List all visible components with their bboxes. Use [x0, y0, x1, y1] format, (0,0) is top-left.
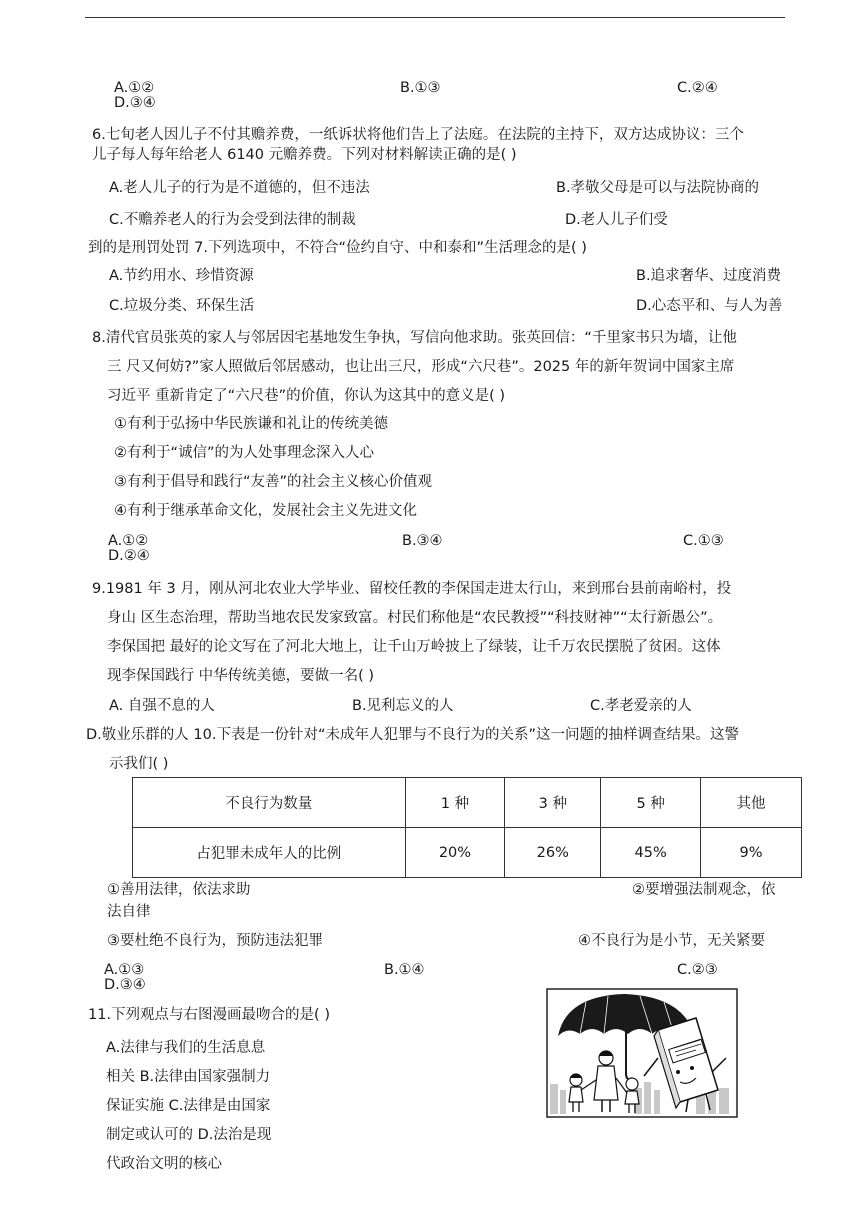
q7-option-d: D.心态平和、与人为善	[636, 298, 783, 314]
q8-option-a: A.①②	[108, 533, 149, 549]
table-header-cell: 5 种	[601, 778, 701, 828]
q9-option-a: A. 自强不息的人	[109, 698, 215, 714]
q8-item-4: ④有利于继承革命文化，发展社会主义先进文化	[114, 503, 417, 519]
q6-option-c: C.不赡养老人的行为会受到法律的制裁	[109, 212, 356, 228]
q6-stem-line1: 6.七旬老人因儿子不付其赡养费，一纸诉状将他们告上了法庭。在法院的主持下，双方达成协议：三个	[92, 127, 744, 143]
q11-stem: 11.下列观点与右图漫画最吻合的是( )	[88, 1007, 330, 1023]
q8-option-d: D.②④	[108, 548, 150, 564]
q8-item-2: ②有利于“诚信”的为人处事理念深入人心	[114, 445, 375, 461]
table-cell: 45%	[601, 828, 701, 878]
q5-option-a: A.①②	[114, 80, 155, 96]
q8-item-3: ③有利于倡导和践行“友善”的社会主义核心价值观	[114, 474, 433, 490]
header-rule	[85, 17, 785, 18]
table-cell: 26%	[505, 828, 601, 878]
q10-item-3: ③要杜绝不良行为，预防违法犯罪	[107, 933, 323, 949]
table-header-row	[133, 778, 802, 828]
table-header-cell: 3 种	[505, 778, 601, 828]
q11-line-2: 相关 B.法律由国家强制力	[106, 1069, 271, 1085]
q11-line-4: 制定或认可的 D.法治是现	[106, 1127, 272, 1143]
q8-option-b: B.③④	[402, 533, 443, 549]
q6-option-a: A.老人儿子的行为是不道德的，但不违法	[109, 180, 370, 196]
q11-line-1: A.法律与我们的生活息息	[106, 1040, 266, 1056]
q6-option-b: B.孝敬父母是可以与法院协商的	[556, 180, 760, 196]
q9-stem-line2: 身山 区生态治理，帮助当地农民发家致富。村民们称他是“农民教授”“科技财神”“太行新愚公”。	[107, 610, 723, 626]
table-row	[133, 828, 802, 878]
q9-stem-line3: 李保国把 最好的论文写在了河北大地上，让千山万岭披上了绿装，让千万农民摆脱了贫困。这体	[107, 639, 721, 655]
q7-option-b: B.追求奢华、过度消费	[636, 268, 782, 284]
q8-item-1: ①有利于弘扬中华民族谦和礼让的传统美德	[114, 416, 388, 432]
q8-stem-line2: 三 尺又何妨?”家人照做后邻居感动，也让出三尺，形成“六尺巷”。2025 年的新年贺词中国家主席	[107, 359, 735, 375]
table-header-cell: 1 种	[405, 778, 505, 828]
q10-option-c: C.②③	[677, 962, 718, 978]
q11-line-3: 保证实施 C.法律是由国家	[106, 1098, 271, 1114]
survey-table	[132, 777, 802, 878]
q6-option-d: D.老人儿子们受	[565, 212, 668, 228]
q5-option-d: D.③④	[114, 95, 156, 111]
q8-stem-line1: 8.清代官员张英的家人与邻居因宅基地发生争执，写信向他求助。张英回信：“千里家书只为墙，让他	[92, 330, 737, 346]
q5-option-b: B.①③	[400, 80, 441, 96]
q9-option-b: B.见利忘义的人	[352, 698, 454, 714]
q10-item-1: ①善用法律，依法求助	[107, 882, 251, 898]
q9-stem-line1: 9.1981 年 3 月，刚从河北农业大学毕业、留校任教的李保国走进太行山，来到邢台县前南峪村，投	[92, 581, 732, 597]
q7-option-c: C.垃圾分类、环保生活	[109, 298, 255, 314]
q8-option-c: C.①③	[683, 533, 724, 549]
q10-item-2-cont: 法自律	[107, 904, 151, 920]
q10-option-b: B.①④	[384, 962, 425, 978]
q10-item-4: ④不良行为是小节，无关紧要	[578, 933, 765, 949]
q11-line-5: 代政治文明的核心	[106, 1156, 222, 1172]
q6-d-cont-q7-stem: 到的是刑罚处罚 7.下列选项中，不符合“俭约自守、中和泰和”生活理念的是( )	[88, 240, 587, 256]
q10-stem-end: 示我们( )	[109, 756, 169, 772]
q10-item-2: ②要增强法制观念，依	[632, 882, 776, 898]
q10-option-a: A.①③	[104, 962, 145, 978]
table-header-cell: 其他	[701, 778, 802, 828]
table-cell: 占犯罪未成年人的比例	[133, 828, 406, 878]
table-cell: 9%	[701, 828, 802, 878]
q7-option-a: A.节约用水、珍惜资源	[109, 268, 254, 284]
q6-stem-line2: 儿子每人每年给老人 6140 元赡养费。下列对材料解读正确的是( )	[92, 147, 517, 163]
q9-option-c: C.孝老爱亲的人	[590, 698, 692, 714]
q9-stem-line4: 现李保国践行 中华传统美德，要做一名( )	[107, 668, 375, 684]
table-cell: 20%	[405, 828, 505, 878]
q9-d-q10-stem: D.敬业乐群的人 10.下表是一份针对“未成年人犯罪与不良行为的关系”这一问题的抽样调查结果。这警	[86, 727, 739, 743]
q8-stem-line3: 习近平 重新肯定了“六尺巷”的价值，你认为这其中的意义是( )	[107, 388, 506, 404]
law-umbrella-cartoon	[546, 988, 738, 1118]
table-header-cell: 不良行为数量	[133, 778, 406, 828]
q5-option-c: C.②④	[677, 80, 718, 96]
q10-option-d: D.③④	[104, 977, 146, 993]
